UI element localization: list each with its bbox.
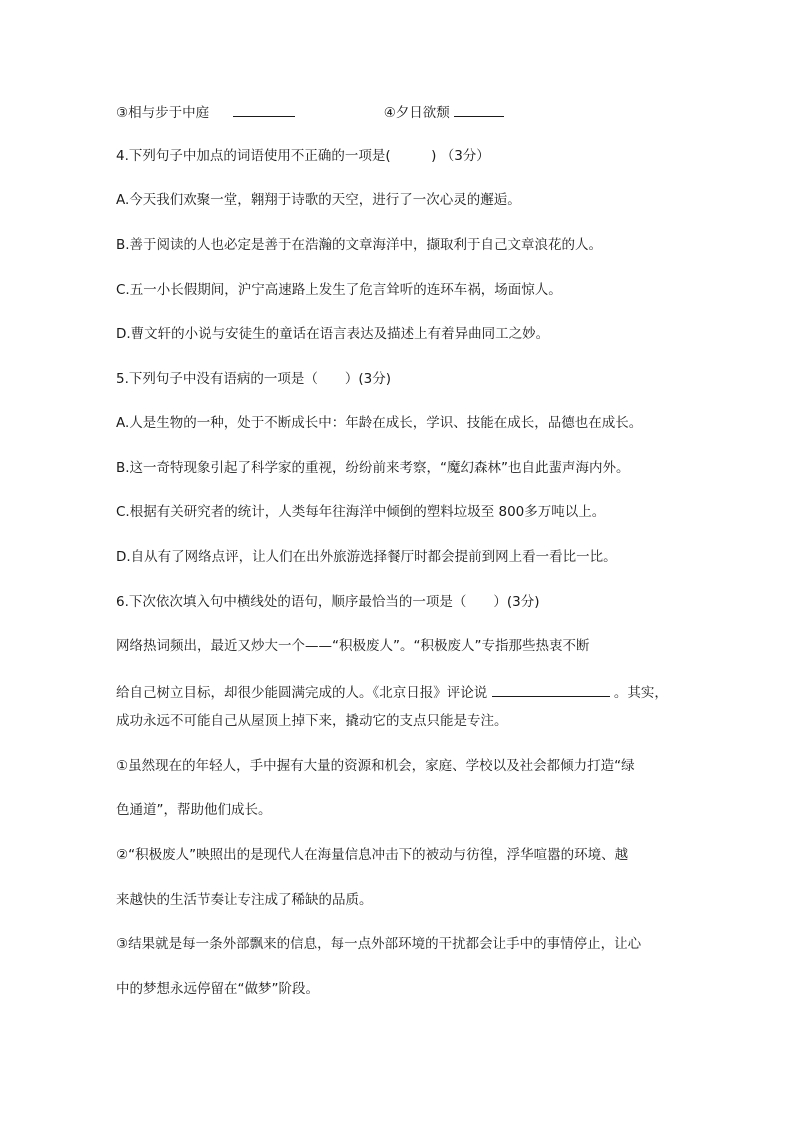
question-5-option-d: D.自从有了网络点评，让人们在出外旅游选择餐厅时都会提前到网上看一看比一比。 <box>116 549 617 565</box>
question-4-option-d: D.曹文轩的小说与安徒生的童话在语言表达及描述上有着异曲同工之妙。 <box>116 326 550 342</box>
question-4: 4.下列句子中加点的词语使用不正确的一项是( ) （3分） <box>116 148 490 164</box>
answer-blank-4 <box>454 102 504 117</box>
poem-blank-line <box>116 102 504 122</box>
answer-blank-3 <box>233 102 295 117</box>
passage-line-2-end: 。其实， <box>613 685 668 701</box>
question-5-option-b: B.这一奇特现象引起了科学家的重视，纷纷前来考察，“魔幻森林”也自此蜚声海内外。 <box>116 460 630 476</box>
sentence-3-line-1: ③结果就是每一条外部飘来的信息，每一点外部环境的干扰都会让手中的事情停止，让心 <box>116 936 642 952</box>
sentence-1-line-2: 色通道”，帮助他们成长。 <box>116 802 272 818</box>
passage-line-2 <box>116 682 668 702</box>
question-4-option-c: C.五一小长假期间，沪宁高速路上发生了危言耸听的连环车祸，场面惊人。 <box>116 282 562 298</box>
sentence-2-line-1: ②“积极废人”映照出的是现代人在海量信息冲击下的被动与彷徨，浮华喧嚣的环境、越 <box>116 847 629 863</box>
answer-blank-passage <box>492 682 610 697</box>
question-5-option-a: A.人是生物的一种，处于不断成长中：年龄在成长，学识、技能在成长，品德也在成长。 <box>116 415 643 431</box>
passage-line-1: 网络热词频出，最近又炒大一个——“积极废人”。“积极废人”专指那些热衷不断 <box>116 638 590 654</box>
passage-line-3: 成功永远不可能自己从屋顶上掉下来，撬动它的支点只能是专注。 <box>116 713 508 729</box>
question-4-option-b: B.善于阅读的人也必定是善于在浩瀚的文章海洋中，撷取利于自己文章浪花的人。 <box>116 237 603 253</box>
question-5: 5.下列句子中没有语病的一项是（ ）(3分) <box>116 371 392 387</box>
item-4-label: ④夕日欲颓 <box>383 105 450 121</box>
sentence-2-line-2: 来越快的生活节奏让专注成了稀缺的品质。 <box>116 892 373 908</box>
question-4-option-a: A.今天我们欢聚一堂，翱翔于诗歌的天空，进行了一次心灵的邂逅。 <box>116 192 521 208</box>
sentence-3-line-2: 中的梦想永远停留在“做梦”阶段。 <box>116 981 319 997</box>
question-6: 6.下次依次填入句中横线处的语句，顺序最恰当的一项是（ ）(3分) <box>116 594 540 610</box>
item-3-label: ③相与步于中庭 <box>116 105 210 121</box>
question-5-option-c: C.根据有关研究者的统计，人类每年往海洋中倾倒的塑料垃圾至 800多万吨以上。 <box>116 504 606 520</box>
sentence-1-line-1: ①虽然现在的年轻人，手中握有大量的资源和机会，家庭、学校以及社会都倾力打造“绿 <box>116 758 635 774</box>
passage-line-2-text: 给自己树立目标，却很少能圆满完成的人。《北京日报》评论说 <box>116 685 488 701</box>
